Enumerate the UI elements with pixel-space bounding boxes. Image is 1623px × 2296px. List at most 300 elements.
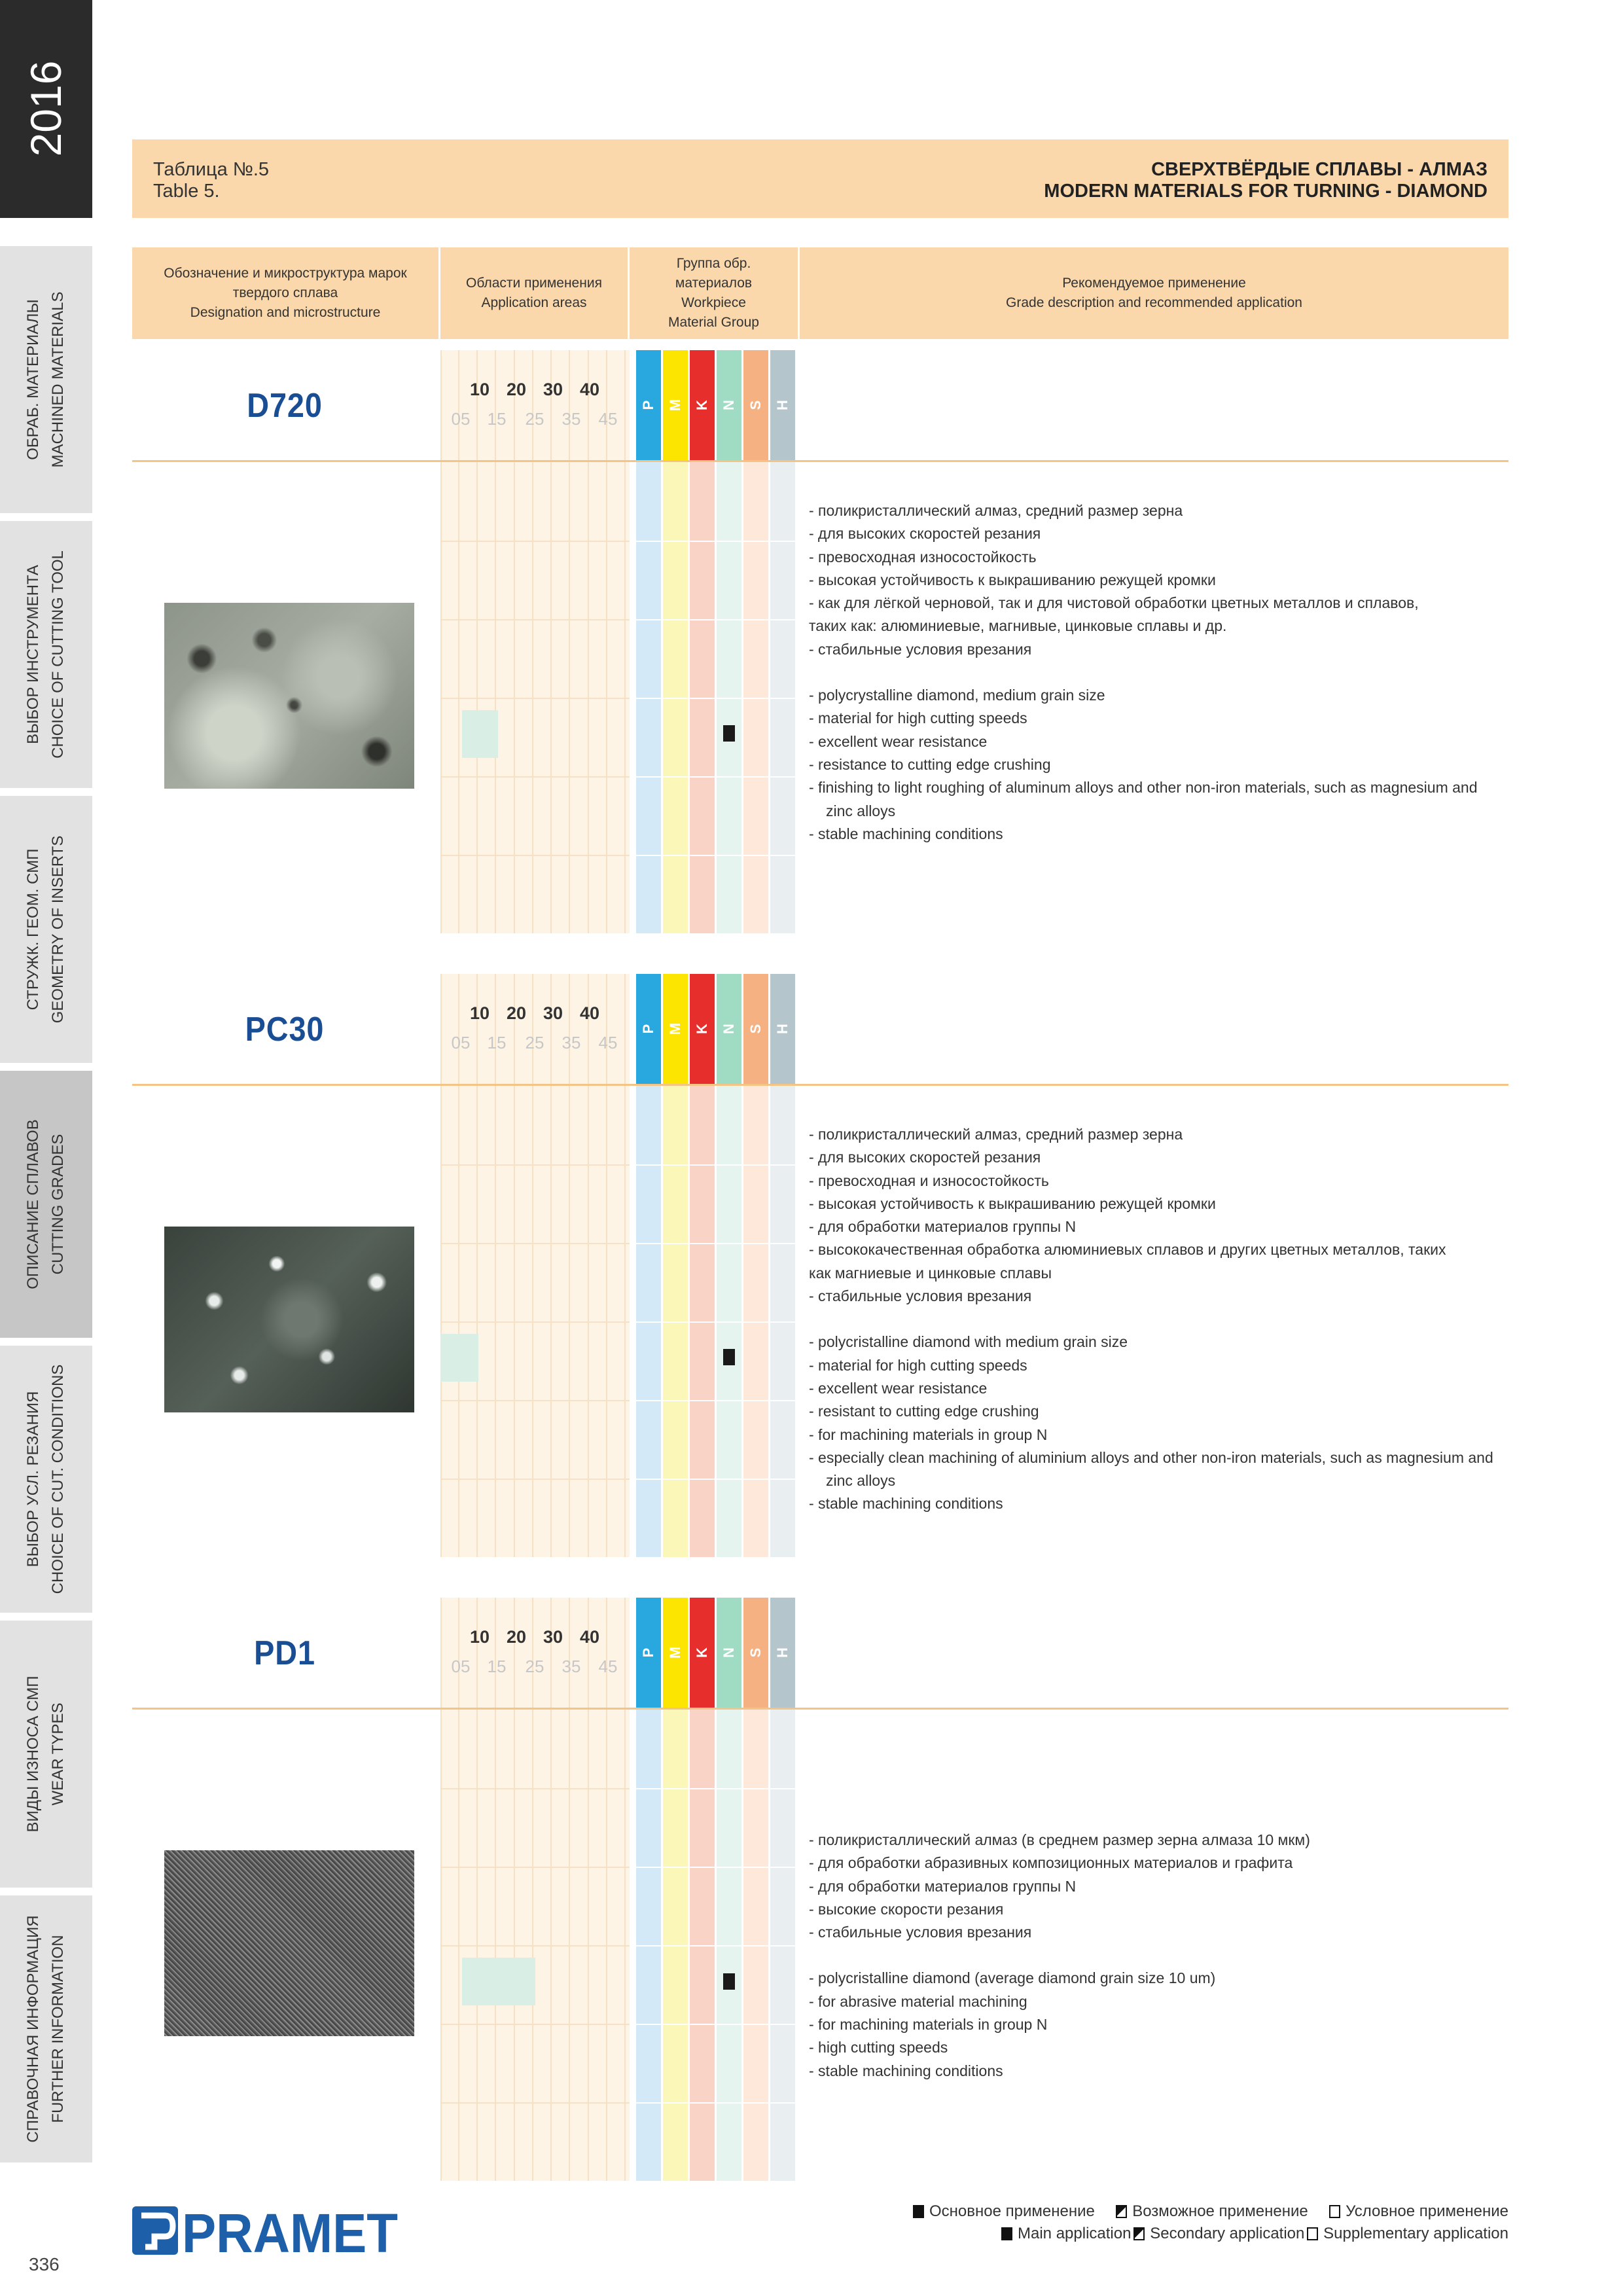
scale-label: 10 bbox=[469, 380, 490, 399]
material-group-letter: S bbox=[747, 1024, 764, 1034]
material-group-letter: N bbox=[721, 400, 737, 410]
row-divider bbox=[663, 1479, 688, 1480]
row-divider bbox=[690, 1479, 715, 1480]
row-divider bbox=[690, 1945, 715, 1946]
description-line: - для высоких скоростей резания bbox=[809, 525, 1041, 543]
sidebar-item-label bbox=[21, 1365, 71, 1594]
row-divider bbox=[440, 1321, 630, 1323]
sidebar-label-en: MACHINED MATERIALS bbox=[49, 291, 67, 468]
main-application-mark bbox=[723, 1973, 735, 1990]
scale-label: 45 bbox=[598, 1657, 618, 1676]
scale-label: 15 bbox=[487, 1657, 507, 1676]
row-divider bbox=[636, 1945, 661, 1946]
description-line: - поликристаллический алмаз, средний размер зерна bbox=[809, 1126, 1183, 1143]
row-divider bbox=[743, 1867, 768, 1868]
application-scale bbox=[440, 974, 630, 1084]
row-divider bbox=[690, 1164, 715, 1166]
scale-gridline bbox=[476, 974, 478, 1084]
description-line: - для обработки материалов группы N bbox=[809, 1218, 1077, 1236]
material-group-column bbox=[690, 1710, 715, 2181]
scale-label: 10 bbox=[469, 1627, 490, 1647]
row-divider bbox=[717, 2102, 741, 2104]
description-line: - for abrasive material machining bbox=[809, 1992, 1027, 2010]
scale-gridline bbox=[569, 1598, 570, 1708]
sidebar-item-label bbox=[21, 550, 71, 759]
sidebar-item[interactable] bbox=[0, 1895, 92, 2166]
scale-gridline bbox=[588, 350, 589, 460]
row-divider bbox=[663, 1945, 688, 1946]
col-group-line: Группа обр. bbox=[676, 256, 751, 271]
scale-gridline bbox=[458, 350, 459, 460]
row-divider bbox=[717, 619, 741, 620]
material-group-column bbox=[690, 1086, 715, 1557]
row-divider bbox=[770, 2102, 795, 2104]
material-group-k bbox=[690, 350, 715, 460]
scale-label: 15 bbox=[487, 1033, 507, 1052]
material-group-s bbox=[743, 350, 768, 460]
row-divider bbox=[663, 2102, 688, 2104]
main-application-mark bbox=[723, 1349, 735, 1365]
row-divider bbox=[690, 855, 715, 856]
row-divider bbox=[690, 541, 715, 542]
material-group-column bbox=[663, 1710, 688, 2181]
table-number-ru: Таблица №.5 bbox=[153, 159, 270, 180]
legend-label: Secondary application bbox=[1150, 2225, 1305, 2242]
row-divider bbox=[440, 619, 630, 620]
row-divider bbox=[440, 2102, 630, 2104]
col-group-line: Workpiece bbox=[681, 295, 746, 310]
sidebar-label-ru: СПРАВОЧНАЯ ИНФОРМАЦИЯ bbox=[24, 1915, 42, 2143]
sidebar-label-ru: СТРУЖК. ГЕОМ. СМП bbox=[24, 848, 42, 1011]
description-line: - высокие скорости резания bbox=[809, 1900, 1004, 1918]
row-divider bbox=[663, 1164, 688, 1166]
row-divider bbox=[636, 1321, 661, 1323]
row-divider bbox=[690, 2102, 715, 2104]
scale-label: 45 bbox=[598, 1033, 618, 1052]
page-title bbox=[1044, 159, 1488, 202]
material-group-letter: K bbox=[694, 400, 710, 410]
legend-secondary-en bbox=[1133, 2223, 1304, 2245]
col-designation bbox=[132, 247, 440, 339]
grade-description bbox=[809, 1829, 1496, 2083]
scale-gridline bbox=[458, 974, 459, 1084]
scale-label: 35 bbox=[562, 1657, 581, 1676]
title-bar bbox=[132, 139, 1508, 218]
row-divider bbox=[717, 698, 741, 699]
description-ru bbox=[809, 1123, 1496, 1308]
row-divider bbox=[663, 1243, 688, 1244]
microstructure-image bbox=[164, 603, 414, 789]
material-group-n bbox=[717, 1598, 741, 1708]
scale-label: 40 bbox=[579, 1627, 600, 1647]
legend-label: Supplementary application bbox=[1323, 2225, 1508, 2242]
scale-label: 05 bbox=[451, 1657, 471, 1676]
row-divider bbox=[743, 776, 768, 778]
scale-label: 25 bbox=[525, 409, 544, 429]
scale-label: 20 bbox=[506, 380, 527, 399]
application-scale bbox=[440, 350, 630, 460]
sidebar-item[interactable] bbox=[0, 796, 92, 1067]
row-divider bbox=[717, 1321, 741, 1323]
description-line: - для обработки материалов группы N bbox=[809, 1877, 1077, 1895]
scale-gridline bbox=[550, 1598, 552, 1708]
grade-description bbox=[809, 1123, 1496, 1516]
description-line: - превосходная и износостойкость bbox=[809, 1172, 1049, 1189]
row-divider bbox=[690, 1788, 715, 1789]
material-group-letter: N bbox=[721, 1647, 737, 1658]
description-line: - for machining materials in group N bbox=[809, 1426, 1048, 1443]
material-group-n bbox=[717, 974, 741, 1084]
scale-gridline bbox=[606, 350, 607, 460]
description-line: - stable machining conditions bbox=[809, 2062, 1003, 2079]
scale-gridline bbox=[458, 1598, 459, 1708]
description-line: - превосходная износостойкость bbox=[809, 548, 1037, 565]
sidebar-item[interactable] bbox=[0, 521, 92, 792]
half-square-icon bbox=[1133, 2227, 1145, 2240]
material-group-h bbox=[770, 974, 795, 1084]
main-application-mark bbox=[723, 725, 735, 742]
scale-label: 30 bbox=[543, 1627, 563, 1647]
sidebar-label-en: CHOICE OF CUTTING TOOL bbox=[49, 550, 67, 759]
sidebar-label-ru: ОПИСАНИЕ СПЛАВОВ bbox=[24, 1119, 42, 1289]
scale-label: 20 bbox=[506, 1003, 527, 1023]
description-line: - поликристаллический алмаз, средний размер зерна bbox=[809, 502, 1183, 519]
row-divider bbox=[743, 1479, 768, 1480]
material-group-column bbox=[717, 462, 741, 933]
description-line: таких как: алюминиевые, магнивые, цинковые сплавы и др. bbox=[809, 617, 1227, 635]
material-group-column bbox=[743, 1086, 768, 1557]
scale-gridline bbox=[606, 974, 607, 1084]
logo-text: PRAMET bbox=[182, 2202, 398, 2260]
material-group-column bbox=[663, 1086, 688, 1557]
material-group-letter: N bbox=[721, 1024, 737, 1034]
row-divider bbox=[770, 1479, 795, 1480]
row-divider bbox=[636, 855, 661, 856]
col-application-line: Области применения bbox=[466, 276, 602, 291]
sidebar-item-label bbox=[21, 1915, 71, 2142]
row-divider bbox=[663, 1321, 688, 1323]
row-divider bbox=[770, 1788, 795, 1789]
description-line: - high cutting speeds bbox=[809, 2039, 948, 2056]
material-group-s bbox=[743, 1598, 768, 1708]
row-divider bbox=[743, 2024, 768, 2025]
description-ru bbox=[809, 499, 1496, 661]
description-line: - material for high cutting speeds bbox=[809, 709, 1027, 727]
sidebar-label-en: GEOMETRY OF INSERTS bbox=[49, 835, 67, 1024]
row-divider bbox=[636, 541, 661, 542]
scale-gridline bbox=[624, 1598, 626, 1708]
description-line: - stable machining conditions bbox=[809, 825, 1003, 842]
row-divider bbox=[717, 1867, 741, 1868]
legend-supplementary-en bbox=[1307, 2223, 1508, 2245]
scale-label: 15 bbox=[487, 409, 507, 429]
row-divider bbox=[770, 1321, 795, 1323]
table-number bbox=[153, 159, 269, 202]
legend-supplementary-ru bbox=[1329, 2200, 1508, 2223]
row-divider bbox=[743, 541, 768, 542]
material-group-letter: P bbox=[640, 400, 656, 410]
scale-label: 40 bbox=[579, 380, 600, 399]
sidebar-item[interactable] bbox=[0, 1071, 92, 1342]
sidebar-item[interactable] bbox=[0, 246, 92, 517]
scale-label: 40 bbox=[579, 1003, 600, 1023]
row-divider bbox=[636, 698, 661, 699]
sidebar-label-ru: ВЫБОР УСЛ. РЕЗАНИЯ bbox=[24, 1391, 42, 1568]
material-group-column bbox=[663, 462, 688, 933]
sidebar-label-ru: ВЫБОР ИНСТРУМЕНТА bbox=[24, 565, 42, 744]
row-divider bbox=[440, 1400, 630, 1401]
material-group-letter: K bbox=[694, 1647, 710, 1658]
row-divider bbox=[663, 541, 688, 542]
col-designation-line: Обозначение и микроструктура марок bbox=[164, 266, 407, 281]
material-group-letter: M bbox=[667, 399, 683, 412]
description-line: - especially clean machining of aluminium alloys and other non-iron materials, such as magnesium and zinc alloys bbox=[809, 1448, 1493, 1490]
col-material-group bbox=[630, 247, 800, 339]
sidebar-label-ru: ОБРАБ. МАТЕРИАЛЫ bbox=[24, 299, 42, 460]
sidebar-item-label bbox=[21, 292, 71, 468]
col-designation-line: Designation and microstructure bbox=[190, 305, 381, 320]
row-divider bbox=[743, 619, 768, 620]
sidebar-item[interactable] bbox=[0, 1621, 92, 1892]
row-divider bbox=[743, 2102, 768, 2104]
row-divider bbox=[636, 1788, 661, 1789]
legend-main-ru bbox=[913, 2200, 1095, 2223]
material-group-h bbox=[770, 350, 795, 460]
material-group-column bbox=[743, 462, 768, 933]
row-separator bbox=[132, 1708, 1508, 1710]
material-group-column bbox=[770, 1086, 795, 1557]
col-application bbox=[440, 247, 630, 339]
scale-label: 35 bbox=[562, 1033, 581, 1052]
row-divider bbox=[717, 1164, 741, 1166]
row-divider bbox=[770, 541, 795, 542]
material-group-column bbox=[636, 1086, 661, 1557]
row-divider bbox=[770, 1243, 795, 1244]
row-divider bbox=[636, 1479, 661, 1480]
row-divider bbox=[690, 776, 715, 778]
scale-gridline bbox=[476, 350, 478, 460]
row-divider bbox=[717, 1243, 741, 1244]
material-group-k bbox=[690, 974, 715, 1084]
row-divider bbox=[440, 1243, 630, 1244]
description-line: - polycristalline diamond with medium grain size bbox=[809, 1333, 1128, 1351]
row-divider bbox=[636, 2102, 661, 2104]
application-range-box bbox=[462, 1958, 535, 2005]
material-group-p bbox=[636, 350, 661, 460]
scale-gridline bbox=[440, 974, 442, 1084]
description-line: - стабильные условия врезания bbox=[809, 640, 1032, 658]
scale-gridline bbox=[606, 1598, 607, 1708]
material-group-column bbox=[743, 1710, 768, 2181]
material-group-column bbox=[770, 462, 795, 933]
row-divider bbox=[663, 2024, 688, 2025]
scale-gridline bbox=[476, 1598, 478, 1708]
scale-gridline bbox=[440, 1598, 442, 1708]
description-line: - for machining materials in group N bbox=[809, 2016, 1048, 2034]
page-title-en: MODERN MATERIALS FOR TURNING - DIAMOND bbox=[1044, 181, 1488, 202]
row-divider bbox=[770, 619, 795, 620]
description-line: - polycrystalline diamond, medium grain size bbox=[809, 687, 1105, 704]
description-en bbox=[809, 684, 1496, 846]
scale-gridline bbox=[532, 350, 533, 460]
row-divider bbox=[440, 1788, 630, 1789]
row-divider bbox=[717, 1479, 741, 1480]
row-divider bbox=[636, 776, 661, 778]
scale-label: 35 bbox=[562, 409, 581, 429]
col-description-line: Рекомендуемое применение bbox=[1062, 276, 1246, 291]
grade-description bbox=[809, 499, 1496, 846]
row-divider bbox=[663, 1400, 688, 1401]
material-group-h bbox=[770, 1598, 795, 1708]
material-group-letter: S bbox=[747, 1647, 764, 1658]
row-divider bbox=[440, 1867, 630, 1868]
row-divider bbox=[636, 1164, 661, 1166]
scale-label: 05 bbox=[451, 409, 471, 429]
scale-gridline bbox=[569, 350, 570, 460]
description-ru bbox=[809, 1829, 1496, 1944]
material-group-letter: H bbox=[774, 400, 791, 410]
material-group-column bbox=[717, 1710, 741, 2181]
sidebar-label-en: FURTHER INFORMATION bbox=[49, 1935, 67, 2123]
description-en bbox=[809, 1331, 1496, 1515]
material-group-m bbox=[663, 350, 688, 460]
empty-square-icon bbox=[1307, 2227, 1318, 2240]
row-divider bbox=[663, 698, 688, 699]
legend-main-en bbox=[1001, 2223, 1131, 2245]
application-area-grid bbox=[440, 1710, 630, 2181]
grade-name: D720 bbox=[247, 387, 323, 425]
material-group-p bbox=[636, 1598, 661, 1708]
scale-gridline bbox=[569, 974, 570, 1084]
scale-gridline bbox=[514, 350, 515, 460]
half-square-icon bbox=[1116, 2205, 1127, 2218]
scale-gridline bbox=[495, 350, 496, 460]
grade-name: PC30 bbox=[245, 1011, 325, 1049]
description-line: как магниевые и цинковые сплавы bbox=[809, 1264, 1052, 1282]
legend-label: Возможное применение bbox=[1132, 2202, 1308, 2220]
sidebar-item-label bbox=[21, 1676, 71, 1833]
material-group-column bbox=[690, 462, 715, 933]
scale-label: 30 bbox=[543, 1003, 563, 1023]
row-divider bbox=[717, 1400, 741, 1401]
material-group-column bbox=[717, 1086, 741, 1557]
row-divider bbox=[440, 698, 630, 699]
sidebar-label-ru: ВИДЫ ИЗНОСА СМП bbox=[24, 1676, 42, 1833]
col-description-line: Grade description and recommended application bbox=[1006, 295, 1302, 310]
row-divider bbox=[440, 541, 630, 542]
material-group-m bbox=[663, 974, 688, 1084]
row-divider bbox=[440, 1164, 630, 1166]
row-divider bbox=[770, 855, 795, 856]
row-divider bbox=[743, 1164, 768, 1166]
row-divider bbox=[770, 2024, 795, 2025]
scale-label: 10 bbox=[469, 1003, 490, 1023]
material-group-letter: M bbox=[667, 1646, 683, 1659]
material-group-letter: M bbox=[667, 1022, 683, 1035]
row-divider bbox=[690, 2024, 715, 2025]
filled-square-icon bbox=[1001, 2227, 1012, 2240]
row-divider bbox=[717, 776, 741, 778]
scale-label: 25 bbox=[525, 1033, 544, 1052]
scale-label: 25 bbox=[525, 1657, 544, 1676]
description-line: - для обработки абразивных композиционных материалов и графита bbox=[809, 1854, 1293, 1872]
row-divider bbox=[690, 1243, 715, 1244]
scale-gridline bbox=[532, 974, 533, 1084]
scale-gridline bbox=[550, 974, 552, 1084]
grade-name: PD1 bbox=[254, 1634, 315, 1672]
scale-gridline bbox=[440, 350, 442, 460]
sidebar-item[interactable] bbox=[0, 1346, 92, 1617]
microstructure-image bbox=[164, 1227, 414, 1412]
description-line: - высокая устойчивость к выкрашиванию режущей кромки bbox=[809, 571, 1216, 588]
row-divider bbox=[663, 1867, 688, 1868]
row-divider bbox=[743, 1321, 768, 1323]
row-divider bbox=[743, 1945, 768, 1946]
row-divider bbox=[690, 619, 715, 620]
description-line: - стабильные условия врезания bbox=[809, 1287, 1032, 1305]
row-divider bbox=[743, 1400, 768, 1401]
row-divider bbox=[743, 698, 768, 699]
application-scale bbox=[440, 1598, 630, 1708]
row-divider bbox=[636, 619, 661, 620]
material-group-column bbox=[770, 1710, 795, 2181]
row-divider bbox=[440, 855, 630, 856]
col-group-line: материалов bbox=[675, 276, 753, 291]
legend-label: Основное применение bbox=[929, 2202, 1095, 2220]
year-tab bbox=[0, 0, 92, 218]
col-group-line: Material Group bbox=[668, 315, 759, 330]
row-separator bbox=[132, 1084, 1508, 1086]
scale-gridline bbox=[495, 1598, 496, 1708]
row-divider bbox=[717, 1945, 741, 1946]
description-line: - stable machining conditions bbox=[809, 1495, 1003, 1513]
row-divider bbox=[770, 1945, 795, 1946]
material-group-s bbox=[743, 974, 768, 1084]
scale-label: 05 bbox=[451, 1033, 471, 1052]
description-line: - polycristalline diamond (average diamond grain size 10 um) bbox=[809, 1969, 1216, 1987]
pramet-logo bbox=[132, 2201, 401, 2260]
scale-label: 45 bbox=[598, 409, 618, 429]
row-divider bbox=[690, 1867, 715, 1868]
empty-square-icon bbox=[1329, 2205, 1340, 2218]
legend-label: Main application bbox=[1018, 2225, 1132, 2242]
year-label: 2016 bbox=[22, 60, 70, 157]
page-number: 336 bbox=[29, 2254, 60, 2274]
sidebar-label-en: CUTTING GRADES bbox=[49, 1134, 67, 1275]
filled-square-icon bbox=[913, 2205, 924, 2218]
scale-label: 20 bbox=[506, 1627, 527, 1647]
scale-gridline bbox=[624, 350, 626, 460]
row-divider bbox=[717, 541, 741, 542]
col-application-line: Application areas bbox=[481, 295, 587, 310]
row-divider bbox=[663, 619, 688, 620]
description-line: - высокая устойчивость к выкрашиванию режущей кромки bbox=[809, 1194, 1216, 1212]
description-line: - высококачественная обработка алюминиевых сплавов и других цветных металлов, таких bbox=[809, 1241, 1446, 1259]
row-divider bbox=[663, 776, 688, 778]
row-divider bbox=[770, 1867, 795, 1868]
row-divider bbox=[717, 1788, 741, 1789]
scale-gridline bbox=[588, 1598, 589, 1708]
material-group-letter: K bbox=[694, 1024, 710, 1034]
column-header bbox=[132, 247, 1508, 339]
scale-gridline bbox=[495, 974, 496, 1084]
row-divider bbox=[770, 698, 795, 699]
description-line: - excellent wear resistance bbox=[809, 1379, 988, 1397]
row-divider bbox=[440, 2024, 630, 2025]
col-description bbox=[800, 247, 1508, 339]
row-divider bbox=[663, 1788, 688, 1789]
description-line: - resistant to cutting edge crushing bbox=[809, 1403, 1039, 1420]
